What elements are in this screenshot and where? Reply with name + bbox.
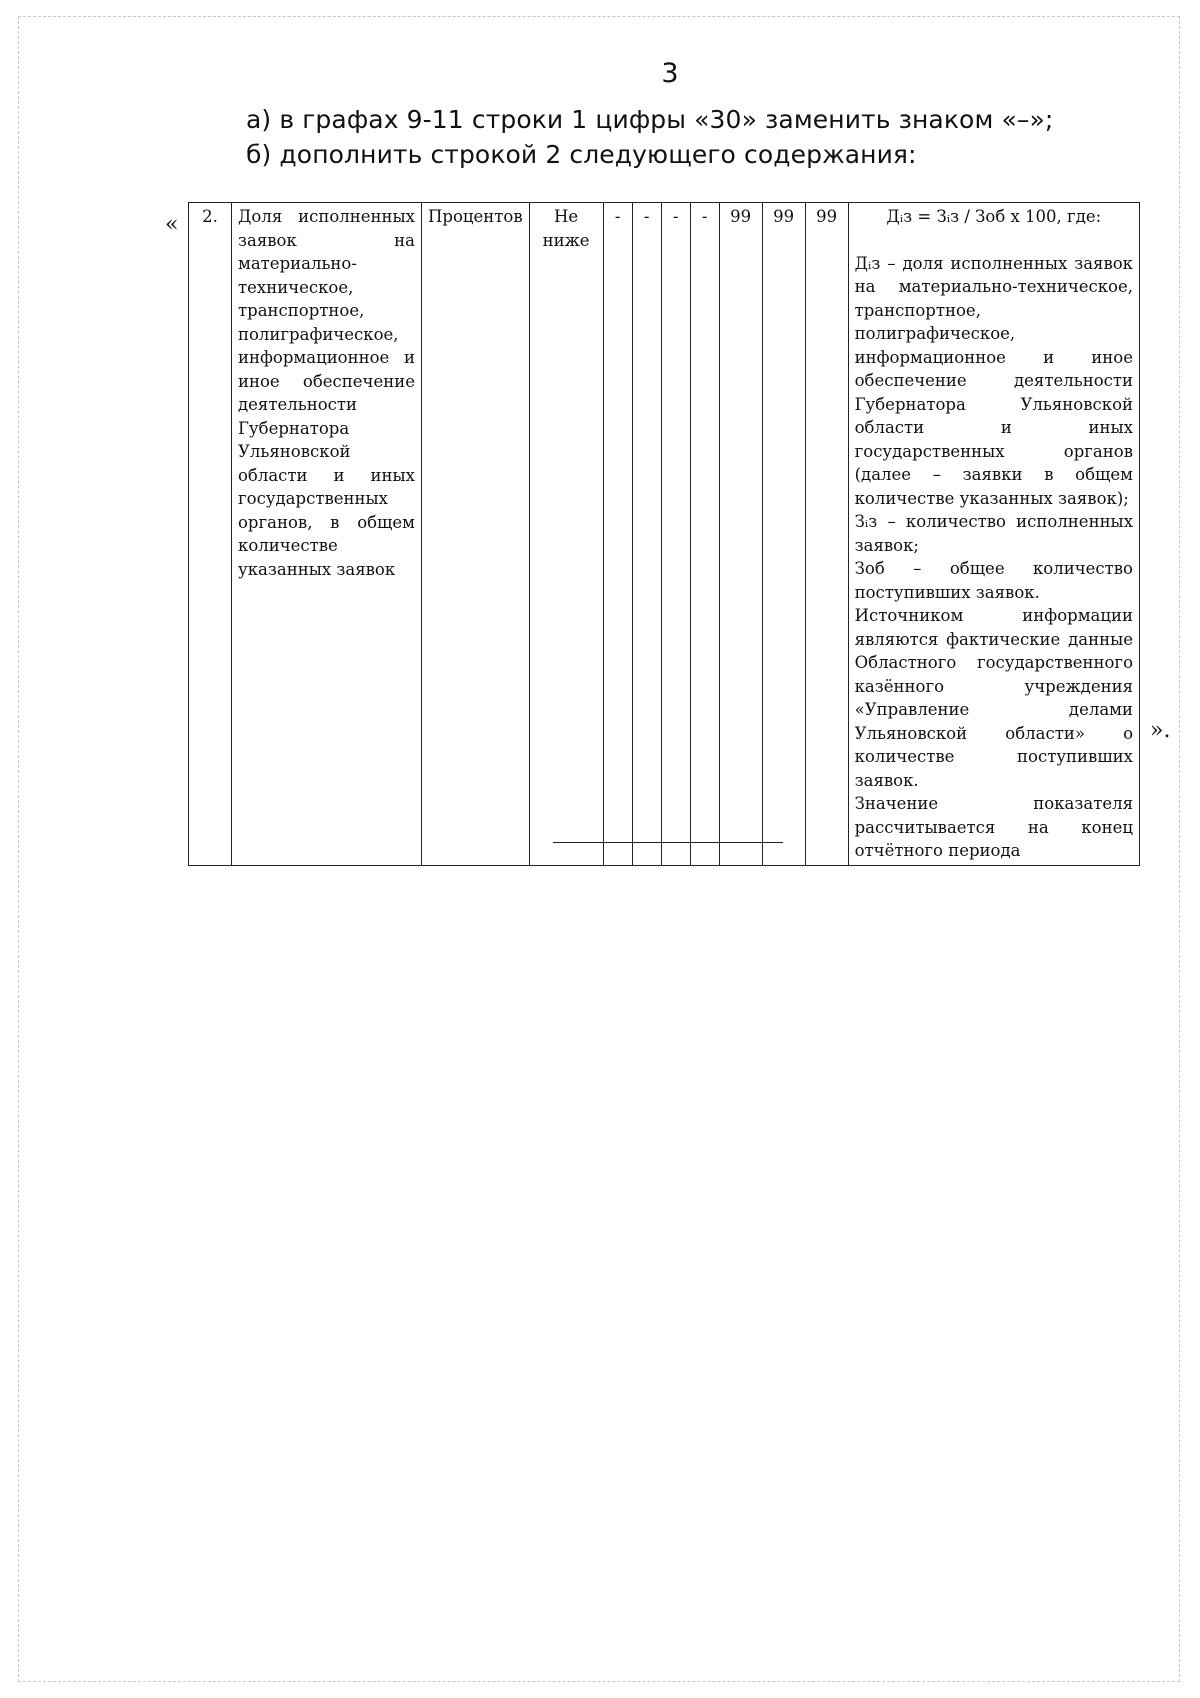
row-number: 2. [189, 203, 232, 866]
unit-cell: Процентов [422, 203, 530, 866]
instruction-b: б) дополнить строкой 2 следующего содержания: [246, 140, 917, 169]
page-number: 3 [661, 58, 679, 89]
quote-close: ». [1150, 718, 1171, 743]
formula-title: Дᵢз = Зᵢз / Зоб x 100, где: [886, 207, 1102, 226]
formula-line: Зоб – общее количество поступивших заявок. [854, 559, 1133, 602]
dash-cell: - [661, 203, 690, 866]
separator-line [553, 842, 783, 843]
value-cell: 99 [719, 203, 762, 866]
value-cell: 99 [762, 203, 805, 866]
formula-cell [848, 203, 1139, 866]
formula-line: Дᵢз – доля исполненных заявок на материально-техническое, транспортное, полиграфическое, информационное и иное обеспечение деятельности Губернатора Ульяновской области и иных государственных органов (далее – заявки в общем количестве указанных заявок); [854, 253, 1133, 508]
indicator-name: Доля исполненных заявок на материально-техническое, транспортное, полиграфическое, информационное и иное обеспечение деятельности Губернатора Ульяновской области и иных государственных органов, в общем количестве указанных заявок [232, 203, 422, 866]
table-row [189, 203, 1140, 866]
formula-line: Источником информации являются фактические данные Областного государственного казённого учреждения «Управление делами Ульяновской области» о количестве поступивших заявок. [854, 606, 1133, 790]
formula-line: Зᵢз – количество исполненных заявок; [854, 512, 1133, 555]
dash-cell: - [632, 203, 661, 866]
quote-open: « [165, 212, 179, 237]
value-cell: 99 [805, 203, 848, 866]
instruction-a: а) в графах 9-11 строки 1 цифры «30» заменить знаком «–»; [246, 105, 1054, 134]
criterion-cell: Не ниже [529, 203, 603, 866]
formula-line: Значение показателя рассчитывается на конец отчётного периода [854, 794, 1133, 860]
indicator-table [188, 202, 1140, 866]
dash-cell: - [603, 203, 632, 866]
dash-cell: - [690, 203, 719, 866]
